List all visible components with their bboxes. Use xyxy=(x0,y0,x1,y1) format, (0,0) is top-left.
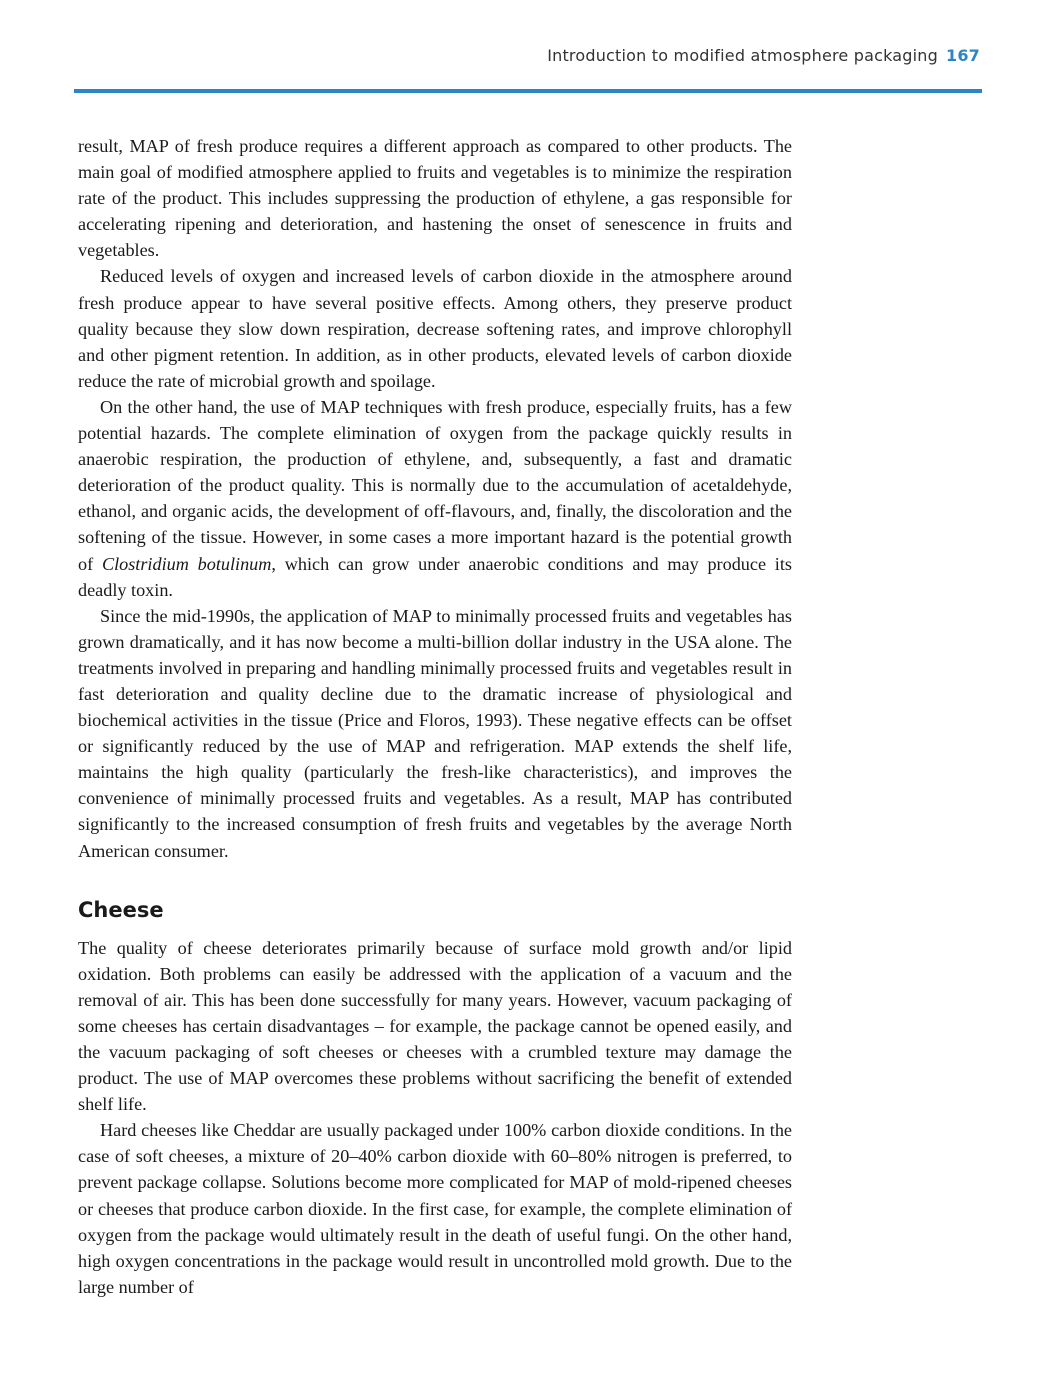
paragraph-hazards-text-end: , which can grow under anaerobic conditions and may produce its deadly toxin. xyxy=(78,553,792,600)
paragraph-cheese-quality: The quality of cheese deteriorates primarily because of surface mold growth and/or lipid oxidation. Both problems can easily be addressed with the application of a vacuum and the removal of air. This has been done successfully for many years. However, vacuum packaging of some cheeses has certain disadvantages – for example, the package cannot be opened easily, and the vacuum packaging of soft cheeses or cheeses with a crumbled texture may damage the product. The use of MAP overcomes these problems without sacrificing the benefit of extended shelf life. xyxy=(78,937,792,1115)
paragraph-continued: result, MAP of fresh produce requires a different approach as compared to other products. The main goal of modified atmosphere applied to fruits and vegetables is to minimize the respiration rate of the product. This includes suppressing the production of ethylene, a gas responsible for accelerating ripening and deterioration, and hastening the onset of senescence in fruits and vegetables. xyxy=(78,136,792,261)
running-title: Introduction to modified atmosphere packaging xyxy=(547,46,938,65)
paragraph-hazards xyxy=(78,394,792,603)
paragraph-oxygen-levels: Reduced levels of oxygen and increased levels of carbon dioxide in the atmosphere around fresh produce appear to have several positive effects. Among others, they preserve product quality because they slow down respiration, decrease softening rates, and improve chlorophyll and other pigment retention. In addition, as in other products, elevated levels of carbon dioxide reduce the rate of microbial growth and spoilage. xyxy=(78,266,792,391)
paragraph-hard-cheeses: Hard cheeses like Cheddar are usually packaged under 100% carbon dioxide conditions. In the case of soft cheeses, a mixture of 20–40% carbon dioxide with 60–80% nitrogen is preferred, to prevent package collapse. Solutions become more complicated for MAP of mold-ripened cheeses or cheeses that produce carbon dioxide. In the first case, for example, the complete elimination of oxygen from the package would ultimately result in the death of useful fungi. On the other hand, high oxygen concentrations in the package would result in uncontrolled mold growth. Due to the large number of xyxy=(78,1120,792,1297)
running-head xyxy=(78,46,980,74)
section-heading-cheese: Cheese xyxy=(78,897,164,922)
header-rule xyxy=(74,89,982,93)
body-text xyxy=(78,133,792,1300)
paragraph-minimally-processed: Since the mid-1990s, the application of MAP to minimally processed fruits and vegetables has grown dramatically, and it has now become a multi-billion dollar industry in the USA alone. The treatments involved in preparing and handling minimally processed fruits and vegetables result in fast deterioration and quality decline due to the dramatic increase of physiological and biochemical activities in the tissue (Price and Floros, 1993). These negative effects can be offset or significantly reduced by the use of MAP and refrigeration. MAP extends the shelf life, maintains the high quality (particularly the fresh-like characteristics), and improves the convenience of minimally processed fruits and vegetables. As a result, MAP has contributed significantly to the increased consumption of fresh fruits and vegetables by the average North American consumer. xyxy=(78,605,792,861)
species-name: Clostridium botulinum xyxy=(101,553,272,574)
page-number: 167 xyxy=(946,46,980,65)
paragraph-hazards-text-start: On the other hand, the use of MAP techniques with fresh produce, especially fruits, has a few potential hazards. The complete elimination of oxygen from the package quickly results in anaerobic respiration, the production of ethylene, and, subsequently, a fast and dramatic deterioration of the product quality. This is normally due to the accumulation of acetaldehyde, ethanol, and organic acids, the development of off-flavours, and, finally, the discoloration and the softening of the tissue. However, in some cases a more important hazard is the potential growth of xyxy=(78,396,792,574)
